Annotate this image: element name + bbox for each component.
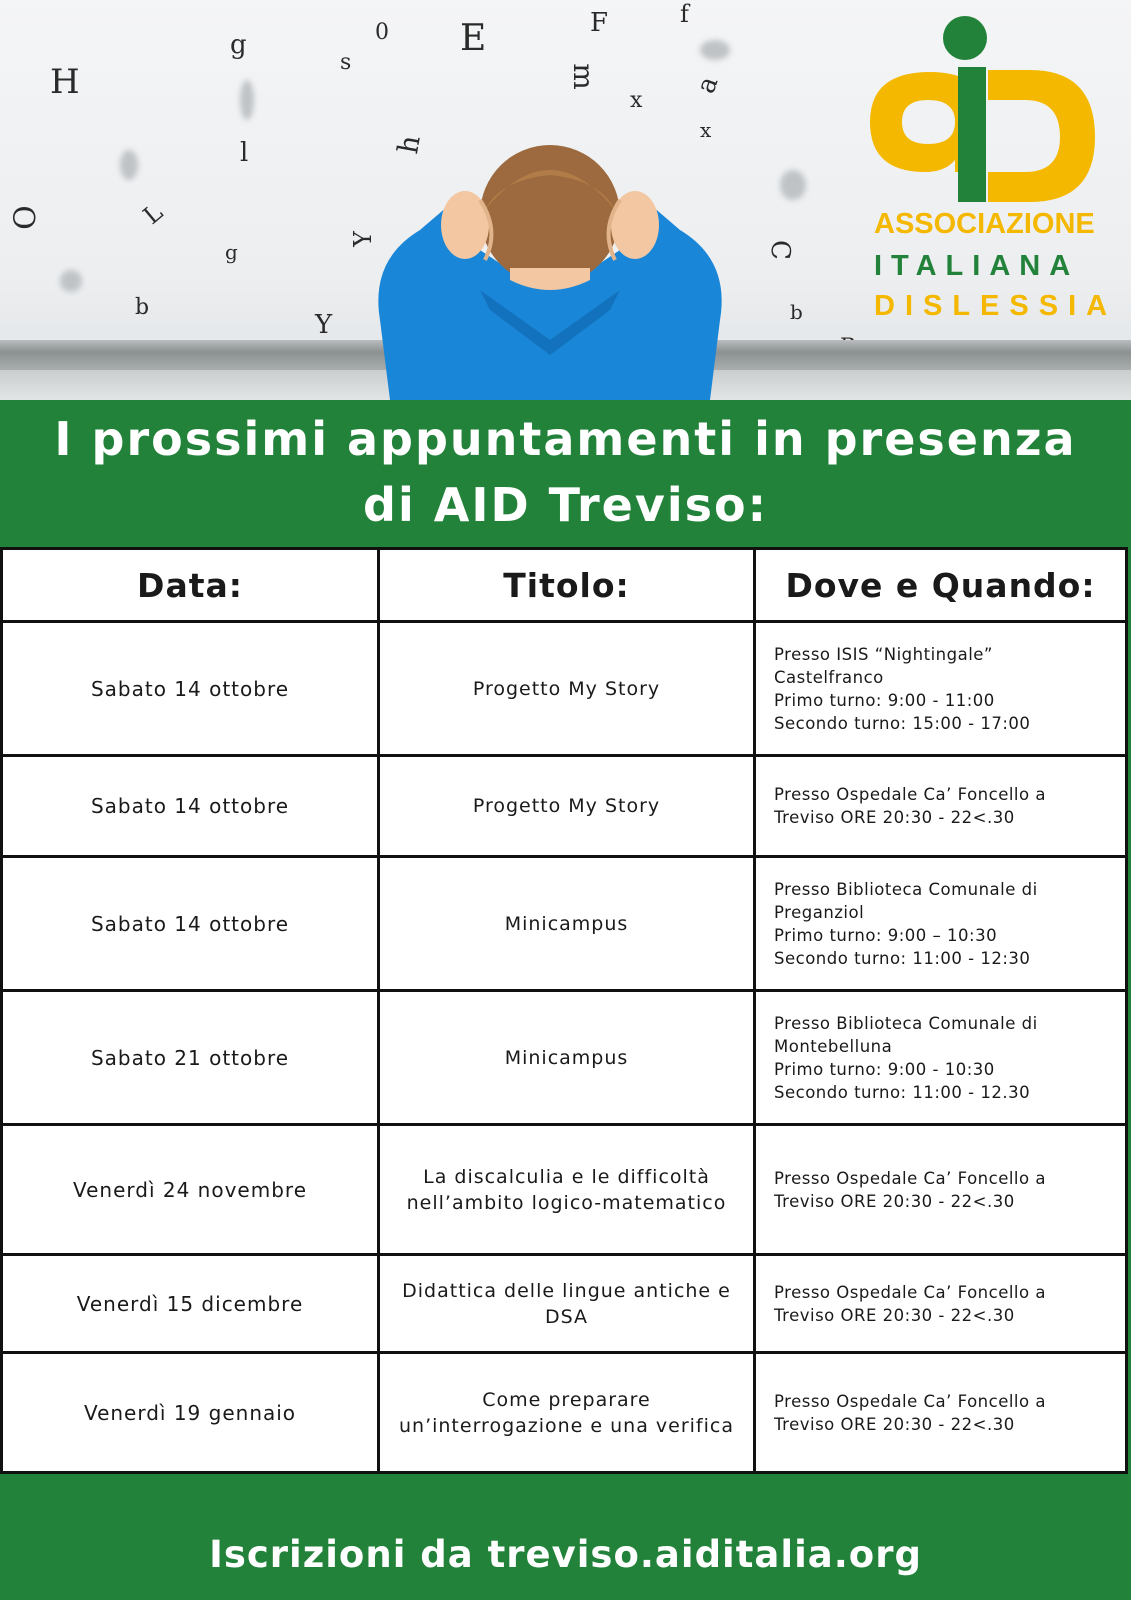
falling-letter: s (340, 50, 352, 75)
falling-letter: H (50, 62, 80, 102)
table-row (2, 1353, 1127, 1473)
falling-letter: 0 (375, 20, 389, 45)
falling-letter: b (790, 300, 803, 324)
aid-logo-icon (870, 12, 1125, 332)
location-line: Treviso ORE 20:30 - 22<.30 (774, 1305, 1015, 1325)
event-date: Venerdì 24 novembre (2, 1125, 379, 1255)
event-title: Minicampus (379, 991, 755, 1125)
event-date: Sabato 14 ottobre (2, 756, 379, 857)
location-line: Presso Biblioteca Comunale di (774, 1013, 1038, 1033)
boy-illustration (360, 140, 740, 400)
falling-letter: x (700, 118, 712, 142)
falling-letter: g (230, 30, 247, 60)
event-title: Come preparare un’interrogazione e una verifica (379, 1353, 755, 1473)
location-line: Presso Ospedale Ca’ Foncello a (774, 785, 1046, 804)
header-date: Data: (2, 549, 379, 622)
location-line: Secondo turno: 15:00 - 17:00 (774, 713, 1031, 733)
event-title: La discalculia e le difficoltà nell’ambito logico-matematico (379, 1125, 755, 1255)
falling-letter: Y (315, 310, 333, 340)
logo-text-italiana: ITALIANA (874, 250, 1080, 282)
event-location (755, 857, 1127, 991)
header-where-when: Dove e Quando: (755, 549, 1127, 622)
location-line: Treviso ORE 20:30 - 22<.30 (774, 1414, 1015, 1434)
event-date: Sabato 21 ottobre (2, 991, 379, 1125)
table-row (2, 1255, 1127, 1353)
page-title-line2: di AID Treviso: (363, 478, 768, 532)
location-line: Montebelluna (774, 1036, 893, 1056)
table-row (2, 756, 1127, 857)
location-line: Secondo turno: 11:00 - 12:30 (774, 948, 1031, 968)
event-title: Minicampus (379, 857, 755, 991)
event-date: Sabato 14 ottobre (2, 622, 379, 756)
falling-letter: a (691, 72, 725, 98)
location-line: Presso ISIS “Nightingale” (774, 644, 993, 664)
falling-letter: E (460, 18, 487, 59)
falling-letter: m (566, 63, 600, 90)
falling-letter: C (764, 240, 795, 260)
table-row (2, 622, 1127, 756)
event-date: Venerdì 15 dicembre (2, 1255, 379, 1353)
falling-letter: f (680, 0, 689, 28)
location-line: Secondo turno: 11:00 - 12.30 (774, 1082, 1031, 1102)
event-location (755, 991, 1127, 1125)
location-line: Treviso ORE 20:30 - 22<.30 (774, 1191, 1015, 1211)
header-title: Titolo: (379, 549, 755, 622)
table-row (2, 857, 1127, 991)
logo-text-associazione: ASSOCIAZIONE (874, 208, 1095, 240)
event-title: Progetto My Story (379, 756, 755, 857)
event-location (755, 756, 1127, 857)
location-line: Preganziol (774, 902, 865, 922)
location-line: Presso Ospedale Ca’ Foncello a (774, 1391, 1046, 1411)
falling-letter: O (4, 205, 40, 230)
event-date: Venerdì 19 gennaio (2, 1353, 379, 1473)
falling-letter: b (135, 295, 150, 320)
location-line: Presso Ospedale Ca’ Foncello a (774, 1168, 1046, 1188)
event-location (755, 1125, 1127, 1255)
falling-letter: l (240, 138, 249, 168)
event-location (755, 1255, 1127, 1353)
falling-letter: h (391, 132, 427, 157)
page-title-line1: I prossimi appuntamenti in presenza (54, 412, 1077, 466)
event-title: Didattica delle lingue antiche e DSA (379, 1255, 755, 1353)
logo-text-dislessia: DISLESSIA (874, 290, 1118, 322)
table-row (2, 991, 1127, 1125)
event-location (755, 622, 1127, 756)
event-location (755, 1353, 1127, 1473)
table-row (2, 1125, 1127, 1255)
falling-letter: Y (348, 231, 377, 247)
falling-letter: F (590, 8, 609, 38)
falling-letter: L (137, 198, 169, 230)
location-line: Primo turno: 9:00 - 10:30 (774, 1059, 995, 1079)
location-line: Castelfranco (774, 667, 884, 687)
schedule-table (0, 547, 1128, 1474)
location-line: Primo turno: 9:00 – 10:30 (774, 925, 998, 945)
falling-letter: g (225, 240, 238, 264)
location-line: Presso Ospedale Ca’ Foncello a (774, 1282, 1046, 1302)
table-header-row (2, 549, 1127, 622)
event-date: Sabato 14 ottobre (2, 857, 379, 991)
registration-footer: Iscrizioni da treviso.aiditalia.org (209, 1533, 922, 1576)
page-title (0, 406, 1131, 538)
event-title: Progetto My Story (379, 622, 755, 756)
location-line: Treviso ORE 20:30 - 22<.30 (774, 808, 1015, 827)
location-line: Presso Biblioteca Comunale di (774, 879, 1038, 899)
location-line: Primo turno: 9:00 - 11:00 (774, 690, 995, 710)
falling-letter: x (630, 88, 643, 113)
